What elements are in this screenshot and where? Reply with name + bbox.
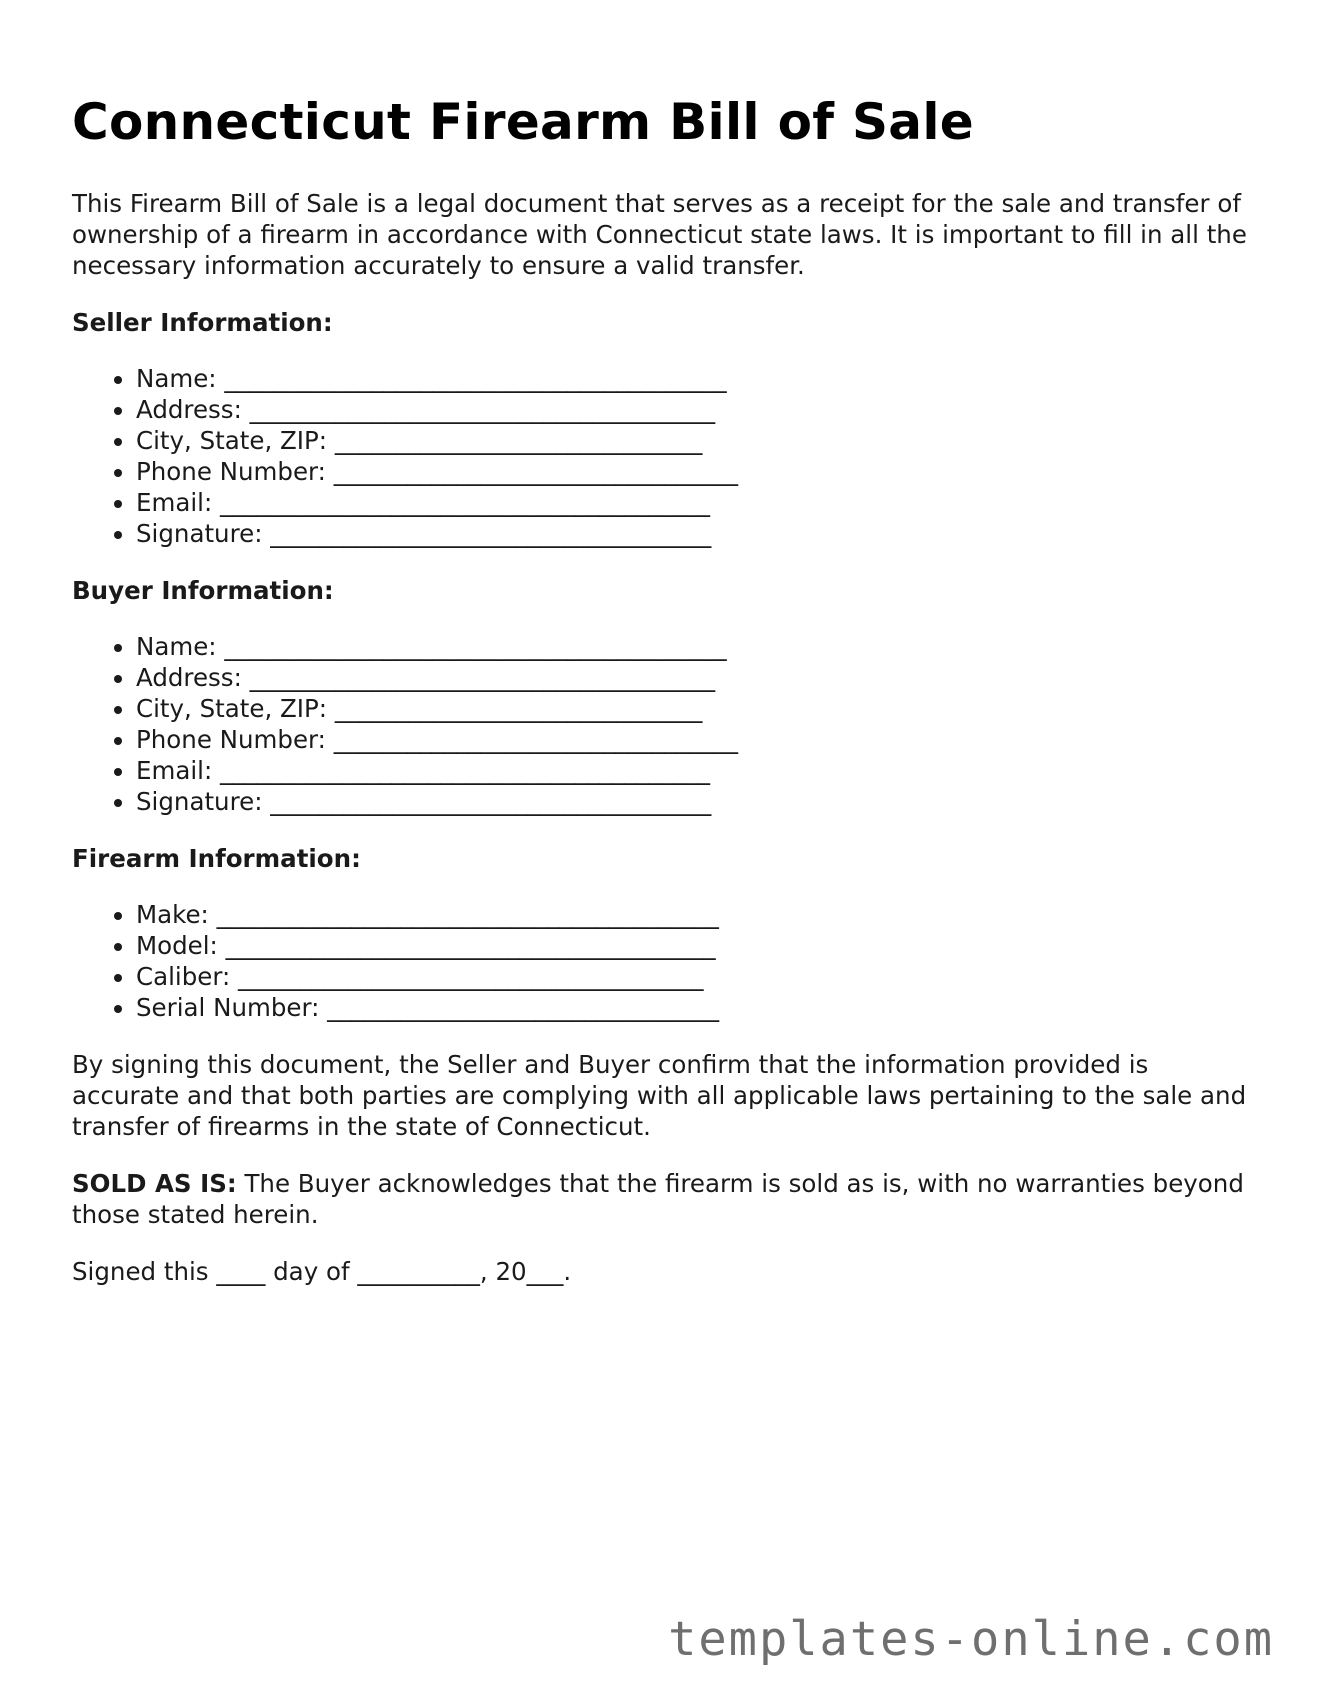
- sold-as-is-text: The Buyer acknowledges that the firearm is sold as is, with no warranties beyond those stated herein.: [72, 1169, 1244, 1229]
- sold-as-is-label: SOLD AS IS:: [72, 1169, 237, 1198]
- buyer-email-field: • Email: ________________________________________: [136, 755, 1252, 786]
- watermark-footer: templates-online.com: [668, 1612, 1274, 1667]
- seller-phone-field: • Phone Number: _________________________________: [136, 456, 1252, 487]
- firearm-list: [72, 899, 1252, 1023]
- firearm-make-field: • Make: _________________________________________: [136, 899, 1252, 930]
- firearm-model-field: • Model: ________________________________________: [136, 930, 1252, 961]
- signed-date-line: Signed this ____ day of __________, 20___.: [72, 1257, 572, 1286]
- sold-as-is-paragraph: [72, 1168, 1252, 1230]
- seller-signature-field: • Signature: ____________________________________: [136, 518, 1252, 549]
- seller-email-field: • Email: ________________________________________: [136, 487, 1252, 518]
- buyer-heading: Buyer Information:: [72, 576, 334, 605]
- confirmation-paragraph: By signing this document, the Seller and Buyer confirm that the information provided is accurate and that both parties are complying with all applicable laws pertaining to the sale and transfer of firearms in the state of Connecticut.: [72, 1050, 1247, 1141]
- buyer-signature-field: • Signature: ____________________________________: [136, 786, 1252, 817]
- firearm-caliber-field: • Caliber: ______________________________________: [136, 961, 1252, 992]
- seller-address-field: • Address: ______________________________________: [136, 394, 1252, 425]
- firearm-heading: Firearm Information:: [72, 844, 361, 873]
- seller-city-state-zip-field: • City, State, ZIP: ______________________________: [136, 425, 1252, 456]
- buyer-name-field: • Name: _________________________________________: [136, 631, 1252, 662]
- seller-name-field: • Name: _________________________________________: [136, 363, 1252, 394]
- buyer-list: [72, 631, 1252, 817]
- document-page: [72, 0, 1252, 1287]
- intro-paragraph: This Firearm Bill of Sale is a legal document that serves as a receipt for the sale and transfer of ownership of a firearm in accordance with Connecticut state laws. It is important to fill in all the necessary information accurately to ensure a valid transfer.: [72, 189, 1247, 280]
- seller-heading: Seller Information:: [72, 308, 333, 337]
- firearm-serial-number-field: • Serial Number: ________________________________: [136, 992, 1252, 1023]
- page-title: Connecticut Firearm Bill of Sale: [72, 93, 974, 151]
- buyer-city-state-zip-field: • City, State, ZIP: ______________________________: [136, 693, 1252, 724]
- seller-list: [72, 363, 1252, 549]
- buyer-phone-field: • Phone Number: _________________________________: [136, 724, 1252, 755]
- buyer-address-field: • Address: ______________________________________: [136, 662, 1252, 693]
